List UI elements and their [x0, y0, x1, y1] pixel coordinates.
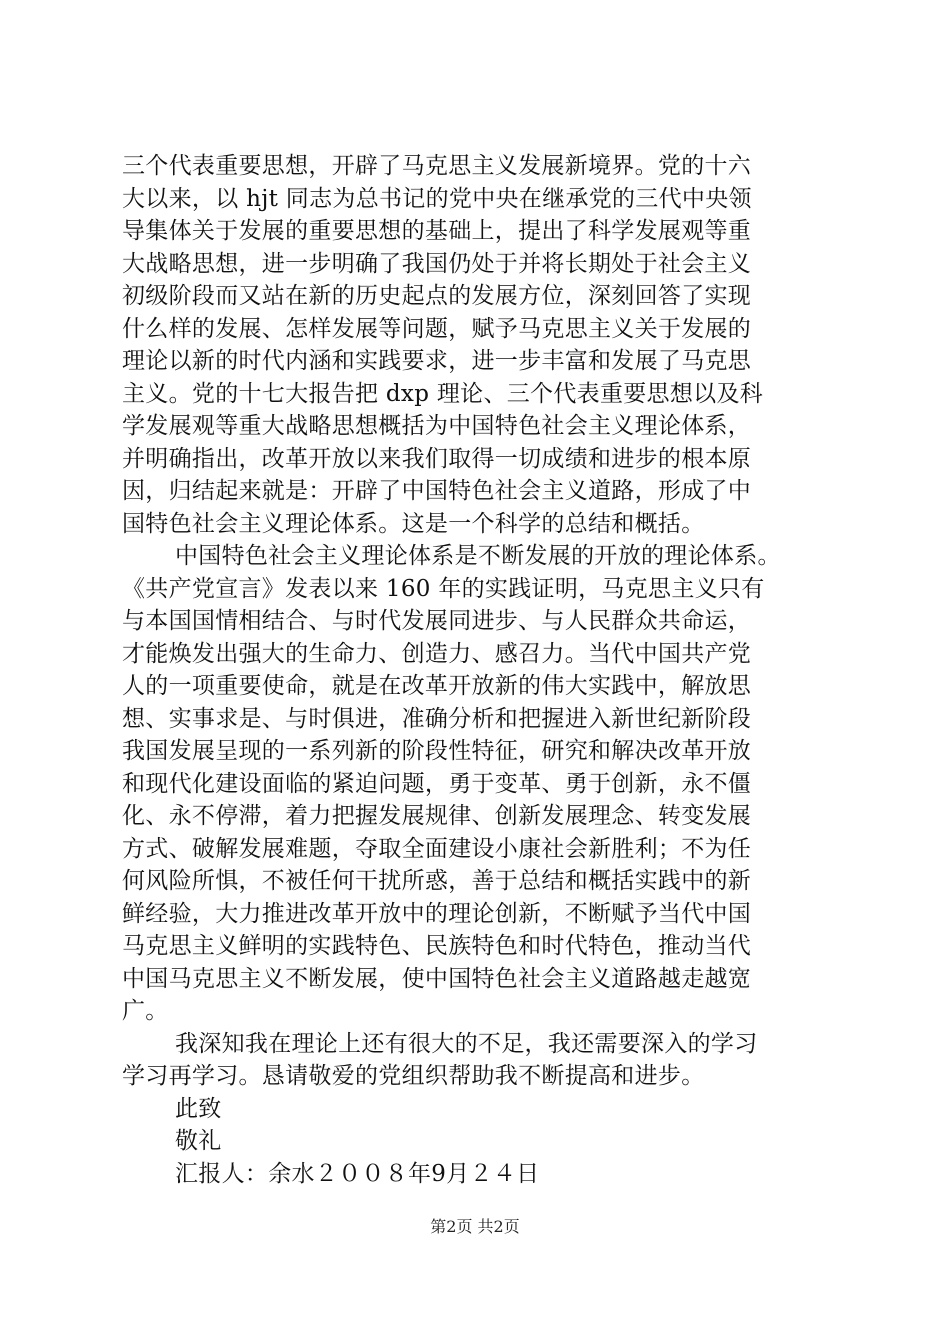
text-line: 和现代化建设面临的紧迫问题，勇于变革、勇于创新，永不僵: [122, 770, 752, 797]
text-line: 导集体关于发展的重要思想的基础上，提出了科学发展观等重: [122, 218, 752, 244]
text-line: 什么样的发展、怎样发展等问题，赋予马克思主义关于发展的: [122, 315, 752, 342]
text-line: 学发展观等重大战略思想概括为中国特色社会主义理论体系，: [122, 413, 752, 439]
text-line: 并明确指出，改革开放以来我们取得一切成绩和进步的根本原: [122, 445, 752, 472]
text-line: 马克思主义鲜明的实践特色、民族特色和时代特色，推动当代: [122, 933, 752, 959]
signature-line: 汇报人：余水２００８年9月２４日: [175, 1160, 540, 1187]
text-line: 方式、破解发展难题，夺取全面建设小康社会新胜利；不为任: [122, 835, 752, 862]
paragraph-container: [122, 150, 842, 1093]
paragraph-p3: [122, 1028, 842, 1093]
text-line: 与本国国情相结合、与时代发展同进步、与人民群众共命运，: [122, 608, 752, 634]
text-line: 国特色社会主义理论体系。这是一个科学的总结和概括。: [122, 510, 705, 537]
text-line: 初级阶段而又站在新的历史起点的发展方位，深刻回答了实现: [122, 283, 752, 309]
text-line: 因，归结起来就是：开辟了中国特色社会主义道路，形成了中: [122, 478, 752, 504]
text-line: 鲜经验，大力推进改革开放中的理论创新，不断赋予当代中国: [122, 900, 752, 927]
text-line: 理论以新的时代内涵和实践要求，进一步丰富和发展了马克思: [122, 348, 752, 374]
text-line: 学习再学习。恳请敬爱的党组织帮助我不断提高和进步。: [122, 1063, 705, 1089]
text-line: 才能焕发出强大的生命力、创造力、感召力。当代中国共产党: [122, 640, 752, 667]
text-line: 广。: [122, 998, 169, 1024]
text-line: 主义。党的十七大报告把 dxp 理论、三个代表重要思想以及科: [122, 380, 764, 407]
text-line: 我深知我在理论上还有很大的不足，我还需要深入的学习: [175, 1030, 758, 1057]
text-line: 大战略思想，进一步明确了我国仍处于并将长期处于社会主义: [122, 250, 752, 277]
text-line: 中国马克思主义不断发展，使中国特色社会主义道路越走越宽: [122, 965, 752, 992]
text-line: 中国特色社会主义理论体系是不断发展的开放的理论体系。: [175, 543, 781, 569]
text-line: 何风险所惧，不被任何干扰所惑，善于总结和概括实践中的新: [122, 868, 752, 894]
text-line: 《共产党宣言》发表以来 160 年的实践证明，马克思主义只有: [122, 575, 765, 602]
paragraph-p2: [122, 540, 842, 1028]
document-body: [122, 150, 842, 1190]
text-line: 人的一项重要使命，就是在改革开放新的伟大实践中，解放思: [122, 673, 752, 699]
closing-salutation-2: 敬礼: [175, 1128, 222, 1154]
text-line: 化、永不停滞，着力把握发展规律、创新发展理念、转变发展: [122, 803, 752, 829]
text-line: 想、实事求是、与时俱进，准确分析和把握进入新世纪新阶段: [122, 705, 752, 732]
closing-salutation-1: 此致: [175, 1095, 222, 1122]
text-line: 三个代表重要思想，开辟了马克思主义发展新境界。党的十六: [122, 153, 752, 179]
paragraph-p1: [122, 150, 842, 540]
text-line: 大以来，以 hjt 同志为总书记的党中央在继承党的三代中央领: [122, 185, 752, 212]
page-footer: 第2页 共2页: [430, 1217, 520, 1236]
text-line: 我国发展呈现的一系列新的阶段性特征，研究和解决改革开放: [122, 738, 752, 764]
